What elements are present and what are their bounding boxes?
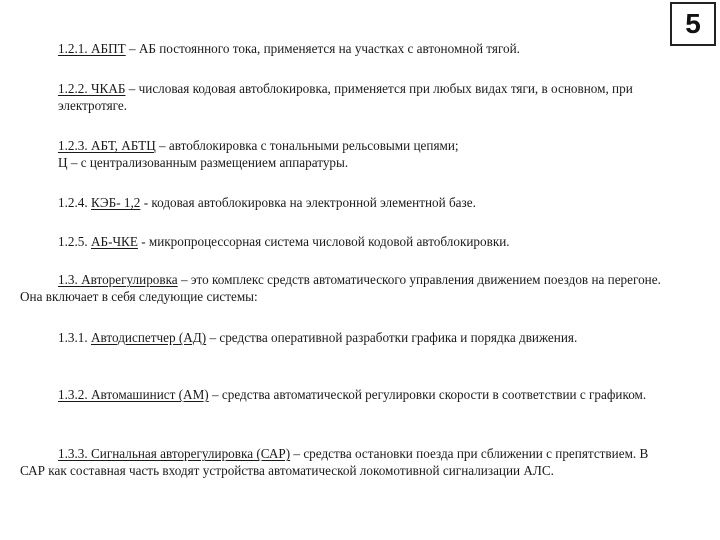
term-chkab: 1.2.2. ЧКАБ [58,81,126,96]
section-number-1-2-4: 1.2.4. [58,195,91,210]
definition-abt-abtc: – автоблокировка с тональными рельсовыми цепями; [155,138,459,153]
term-avtodispetcher: Автодиспетчер (АД) [90,330,207,345]
term-abpt: 1.2.1. АБПТ [58,41,126,56]
definition-abpt: – АБ постоянного тока, применяется на участках с автономной тягой. [125,41,520,56]
paragraph-1-3-3 [20,445,670,479]
paragraph-1-3-1 [20,329,670,346]
definition-avtomashinist: – средства автоматической регулировки скорости в соответствии с графиком. [208,387,647,402]
definition-avtoregulirovka: – это комплекс средств автоматического управления движением поездов на перегоне. Она включает в себя следующие системы: [20,272,661,304]
section-number-1-3-1: 1.3.1. [58,330,91,345]
term-abt-abtc: 1.2.3. АБТ, АБТЦ [58,138,156,153]
term-avtoregulirovka: 1.3. Авторегулировка [58,272,178,287]
paragraph-1-2-4 [58,194,670,211]
section-number-1-2-5: 1.2.5. [58,234,91,249]
term-keb: КЭБ- 1,2 [90,195,141,210]
definition-sar: – средства остановки поезда при сближении с препятствием. В САР как составная часть входят устройства автоматической локомотивной сигнализации АЛС. [20,446,649,478]
definition-avtodispetcher: – средства оперативной разработки графика и порядка движения. [206,330,578,345]
page-number-badge: 5 [670,2,716,46]
term-ab-chke: АБ-ЧКЕ [90,234,138,249]
paragraph-1-2-1 [58,40,670,57]
paragraph-1-3 [20,271,670,305]
paragraph-1-2-2 [58,80,670,114]
definition-keb: - кодовая автоблокировка на электронной элементной базе. [140,195,476,210]
paragraph-1-3-2 [20,386,670,403]
definition-c-note: Ц – с централизованным размещением аппаратуры. [58,155,349,170]
definition-chkab: – числовая кодовая автоблокировка, применяется при любых видах тяги, в основном, при электротяге. [58,81,633,113]
term-sar: 1.3.3. Сигнальная авторегулировка (САР) [58,446,291,461]
term-avtomashinist: 1.3.2. Автомашинист (АМ) [58,387,209,402]
definition-ab-chke: - микропроцессорная система числовой кодовой автоблокировки. [137,234,510,249]
paragraph-1-2-5 [58,233,670,250]
paragraph-1-2-3 [58,137,670,171]
